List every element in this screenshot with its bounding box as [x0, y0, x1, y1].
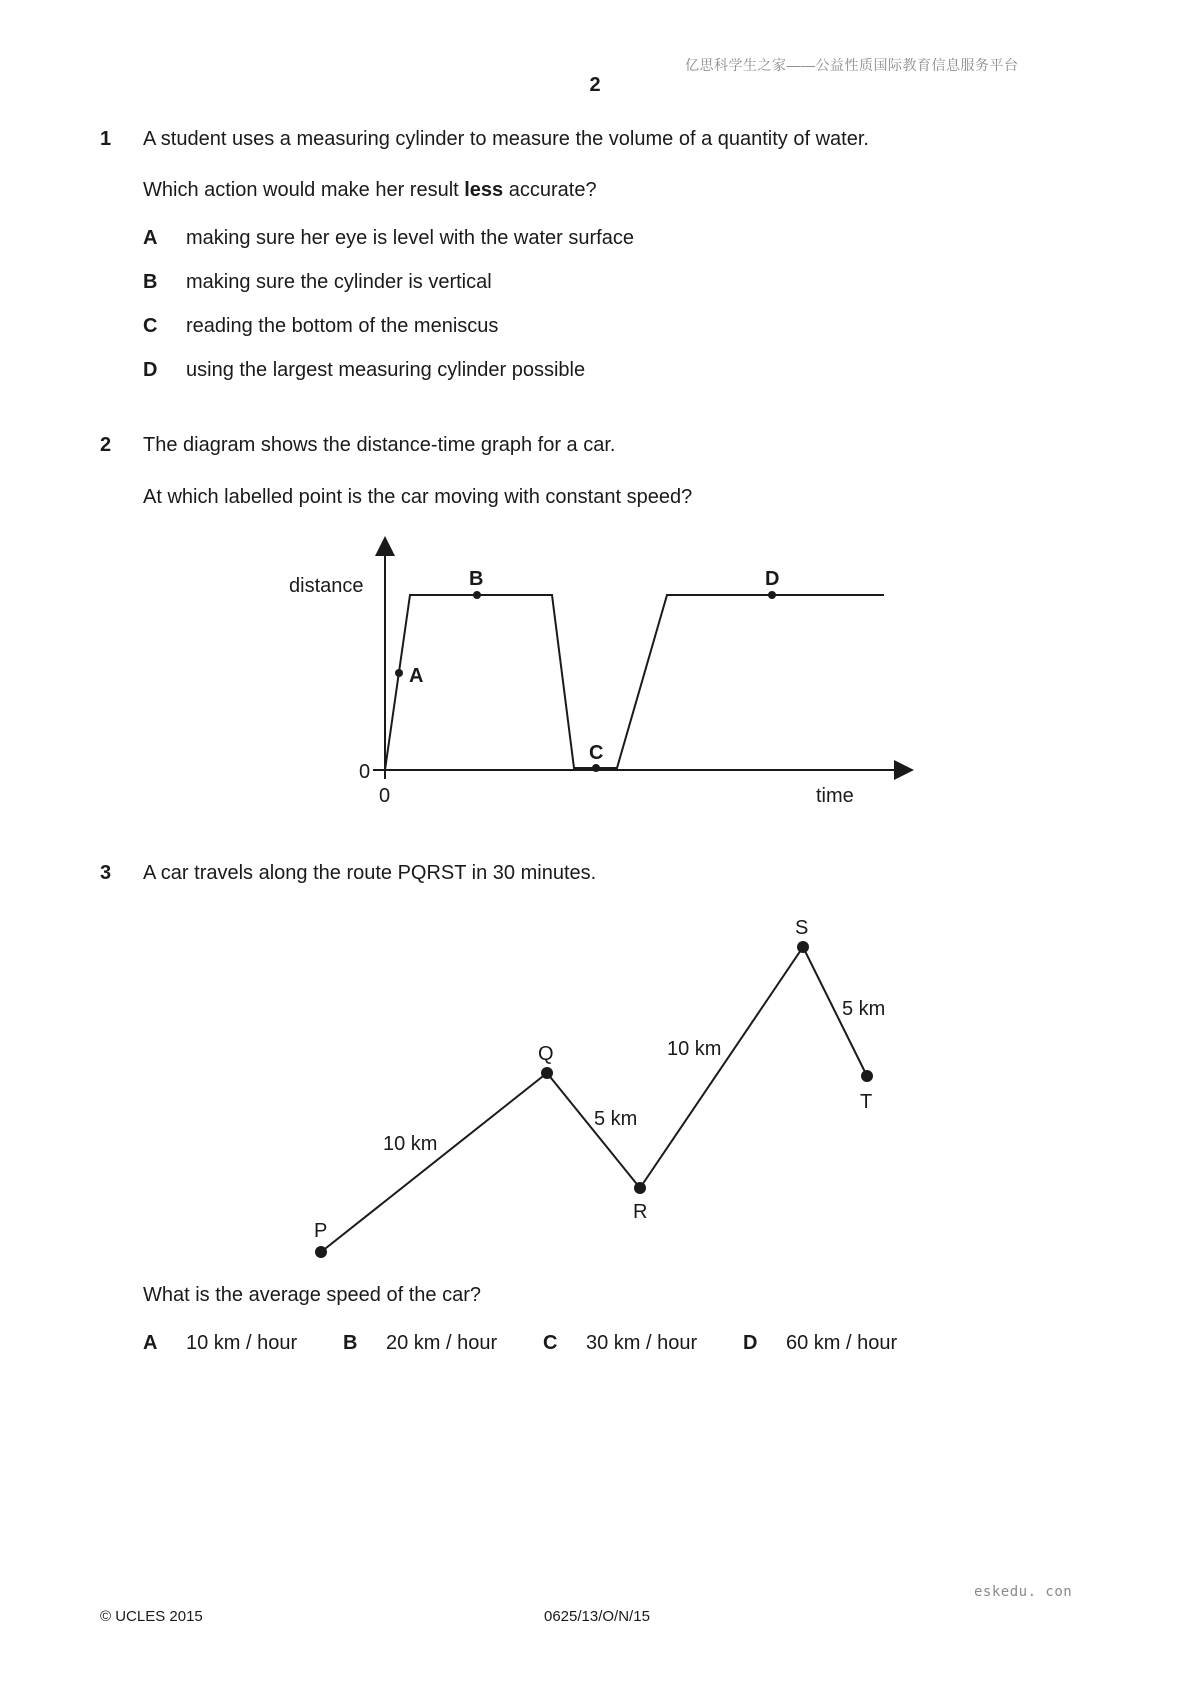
q3-option-text: 20 km / hour — [386, 1332, 498, 1354]
q1-stem: A student uses a measuring cylinder to measure the volume of a quantity of water. — [143, 128, 869, 150]
segment-rs-label: 10 km — [667, 1038, 722, 1060]
q2-number: 2 — [100, 434, 112, 456]
q3-number: 3 — [100, 862, 112, 884]
q1-prompt-after: accurate? — [503, 179, 597, 201]
x-origin-label: 0 — [379, 785, 391, 807]
q3-prompt: What is the average speed of the car? — [143, 1284, 481, 1306]
point-s-label: S — [795, 917, 809, 939]
q1-option-letter: D — [143, 359, 158, 381]
q3-option-letter: A — [143, 1332, 158, 1354]
route-line — [321, 947, 867, 1252]
q1-number: 1 — [100, 128, 112, 150]
q3-option-text: 30 km / hour — [586, 1332, 698, 1354]
x-axis-label: time — [816, 785, 854, 807]
q1-prompt-before: Which action would make her result — [143, 179, 465, 201]
point-b-label: B — [469, 568, 484, 590]
segment-pq-label: 10 km — [383, 1133, 438, 1155]
footer-code: 0625/13/O/N/15 — [544, 1608, 650, 1625]
footer-copyright: © UCLES 2015 — [100, 1608, 203, 1625]
q3-option-text: 10 km / hour — [186, 1332, 298, 1354]
q3-option-letter: C — [543, 1332, 558, 1354]
point-r-label: R — [633, 1201, 648, 1223]
q1-option-text: making sure the cylinder is vertical — [186, 271, 492, 293]
footer-site: eskedu. con — [974, 1584, 1073, 1600]
point-r-marker — [634, 1182, 646, 1194]
q3-option-text: 60 km / hour — [786, 1332, 898, 1354]
page-number: 2 — [589, 74, 601, 96]
q1-option-letter: A — [143, 227, 158, 249]
point-c-label: C — [589, 742, 604, 764]
point-a-label: A — [409, 665, 424, 687]
point-p-label: P — [314, 1220, 328, 1242]
y-origin-label: 0 — [359, 761, 371, 783]
point-q-marker — [541, 1067, 553, 1079]
header-watermark: 亿思科学生之家——公益性质国际教育信息服务平台 — [685, 57, 1019, 73]
point-q-label: Q — [538, 1043, 554, 1065]
q3-option-letter: D — [743, 1332, 758, 1354]
point-p-marker — [315, 1246, 327, 1258]
point-t-marker — [861, 1070, 873, 1082]
segment-qr-label: 5 km — [594, 1108, 638, 1130]
q2-prompt: At which labelled point is the car moving with constant speed? — [143, 486, 693, 508]
q3-stem: A car travels along the route PQRST in 30 minutes. — [143, 862, 597, 884]
point-d-label: D — [765, 568, 780, 590]
q1-option-text: making sure her eye is level with the water surface — [186, 227, 634, 249]
y-axis-label: distance — [289, 575, 364, 597]
q1-option-letter: B — [143, 271, 158, 293]
q2-stem: The diagram shows the distance-time graph for a car. — [143, 434, 616, 456]
segment-st-label: 5 km — [842, 998, 886, 1020]
q1-option-letter: C — [143, 315, 158, 337]
q1-prompt-bold: less — [464, 179, 504, 201]
q1-option-text: reading the bottom of the meniscus — [186, 315, 499, 337]
q1-option-text: using the largest measuring cylinder possible — [186, 359, 586, 381]
q3-option-letter: B — [343, 1332, 358, 1354]
point-s-marker — [797, 941, 809, 953]
point-t-label: T — [860, 1091, 873, 1113]
